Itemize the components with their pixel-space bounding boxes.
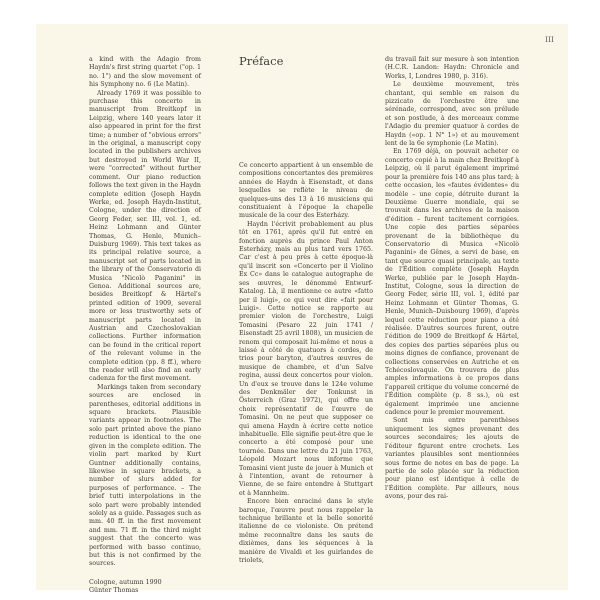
french-paragraph-4: du travail fait sur mesure à son intention (H.C.R. Landon: Haydn: Chronicle and Works, I, Londres 1980, p. 316). — [385, 56, 519, 80]
score-preface-page — [36, 24, 568, 595]
signature-place-date: Cologne, autumn 1990 — [89, 578, 162, 586]
english-paragraph-3: Markings taken from secondary sources are enclosed in parentheses, editorial additions in square brackets. Plausible variants appear in footnotes. The solo part printed above the piano reduction is identical to the one given in the complete edition. The violin part marked by Kurt Guntner additionally contains, likewise in square brackets, a number of slurs added for purposes of performance. – The brief tutti interpolations in the solo part were probably intended solely as a guide. Passages such as mm. 40 ff. in the first movement and mm. 71 ff. in the third might suggest that the concerto was performed with basso continuo, but this is not confirmed by the sources. — [89, 383, 201, 568]
french-paragraph-7: Sont mis entre parenthèses uniquement les signes provenant des sources secondaires; les ajouts de l'éditeur figurent entre crochets. Les variantes plausibles sont mentionnées sous forme de notes en bas de page. La partie de solo placée sur la réduction pour piano est identique à celle de l'Édition complète. Par ailleurs, nous avons, pour des rai- — [385, 417, 519, 501]
page-title: Préface — [239, 54, 284, 68]
french-paragraph-5: Le deuxième mouvement, très chantant, qui semble en raison du pizzicato de l'orchestre être une sérénade, correspond, avec son prélude et son postlude, à des morceaux comme l'Adagio du premier quatuor à cordes de Haydn («op. 1 N° 1») et au mouvement lent de la 6e symphonie (Le Matin). — [385, 81, 519, 148]
english-paragraph-1: a kind with the Adagio from Haydn's first string quartet ("op. 1 no. 1") and the slow movement of his Symphony no. 6 (Le Matin). — [89, 56, 201, 89]
signature-author: Günter Thomas — [89, 587, 139, 595]
signature-block — [89, 579, 201, 596]
page-number: III — [545, 35, 554, 44]
french-paragraph-3: Encore bien enraciné dans le style baroque, l'œuvre peut nous rappeler la technique brillante et la belle sonorité italienne de ce violoniste. On prétend même reconnaître dans les sauts de dixièmes, dans les séquences à la manière de Vivaldi et les guirlandes de triolets, — [239, 498, 373, 565]
french-column-2 — [385, 56, 519, 502]
french-paragraph-6: En 1769 déjà, on pouvait acheter ce concerto copié à la main chez Breitkopf à Leipzig, où il parut également imprimé pour la première fois 140 ans plus tard; à cette occasion, les «fautes évidentes» du modèle – une copie, détruite durant la Deuxième Guerre mondiale, qui se trouvait dans les archives de la maison d'édition – furent tacitement corrigées. Une copie des parties séparées provenant de la bibliothèque du Conservatorio di Musica «Nicolò Paganini» de Gênes, a servi de base, en tant que source quasi principale, au texte de l'Édition complète (Joseph Haydn Werke, publiée par le Joseph Haydn-Institut, Cologne, sous la direction de Georg Feder, série III, vol. 1, édité par Heinz Lohmann et Günter Thomas, G. Henle, Munich–Duisbourg 1969), d'après lequel cette réduction pour piano a été réalisée. D'autres sources furent, outre l'édition de 1909 de Breitkopf & Härtel, des copies des parties séparées plus ou moins dignes de confiance, provenant de collections conservées en Autriche et en Tchécoslovaquie. On trouvera de plus amples informations à ce propos dans l'appareil critique du volume concerné de l'Édition complète (p. 8 ss.), où est également imprimée une ancienne cadence pour le premier mouvement. — [385, 148, 519, 417]
french-paragraph-1: Ce concerto appartient à un ensemble de compositions concertantes des premières années de Haydn à Eisenstadt, et dans lesquelles se reflète le niveau de quelques-uns des 13 à 16 musiciens qui constituaient à l'époque la chapelle musicale de la cour des Esterházy. — [239, 162, 373, 220]
english-paragraph-2: Already 1769 it was possible to purchase this concerto in manuscript from Breitkopf in Leipzig, where 140 years later it also appeared in print for the first time; a number of "obvious errors" in the original, a manuscript copy located in the publishers archives but destroyed in World War II, were "corrected" without further comment. Our piano reduction follows the text given in the Haydn complete edition (Joseph Haydn Werke, ed. Joseph Haydn-Institut, Cologne, under the direction of Georg Feder, ser. III, vol. 1, ed. Heinz Lohmann and Günter Thomas, G. Henle, Munich–Duisburg 1969). This text takes as its principal relative source, a manuscript set of parts located in the library of the Conservatorio di Musica "Nicolò Paganini" in Genoa. Additional sources are, besides Breitkopf & Härtel's printed edition of 1909, several more or less trustworthy sets of manuscript parts located in Austrian and Czechoslovakian collections. Further information can be found in the critical report of the relevant volume in the complete edition (pp. 8 ff.), where the reader will also find an early cadenza for the first movement. — [89, 89, 201, 383]
french-paragraph-2: Haydn l'écrivit probablement au plus tôt en 1761, après qu'il fut entré en fonction auprès du prince Paul Anton Esterházy, mais au plus tard vers 1765. Car c'est à peu près à cette époque-là qu'il inscrit son «Concerto per il Violino Ex Cc» dans le catalogue autographe de ses œuvres, le dénommé Entwurf-Katalog. Là, il mentionne ce autre «fatto per il luigi», ce qui veut dire «fait pour Luigi». Cette notice se rapporte au premier violon de l'orchestre, Luigi Tomasini (Pesaro 22 juin 1741 / Eisenstadt 25 avril 1808), un musicien de renom qui composait lui-même et nous a laissé à côté de quatuors à cordes, de trios pour baryton, d'autres œuvres de musique de chambre, et d'un Salve regina, aussi deux concertos pour violon. Un d'eux se trouve dans le 124e volume des Denkmäler der Tonkunst in Österreich (Graz 1972), qui offre un choix représentatif de l'œuvre de Tomasini. On ne peut que supposer ce qui amena Haydn à écrire cette notice inhabituelle. Elle signifie peut-être que le concerto a été composé pour une tournée. Dans une lettre du 21 juin 1763, Léopold Mozart nous informe que Tomasini vient juste de jouer à Munich et à l'intention, avant de retourner à Vienne, de se faire entendre à Stuttgart et à Mannheim. — [239, 220, 373, 497]
english-column — [89, 56, 201, 596]
